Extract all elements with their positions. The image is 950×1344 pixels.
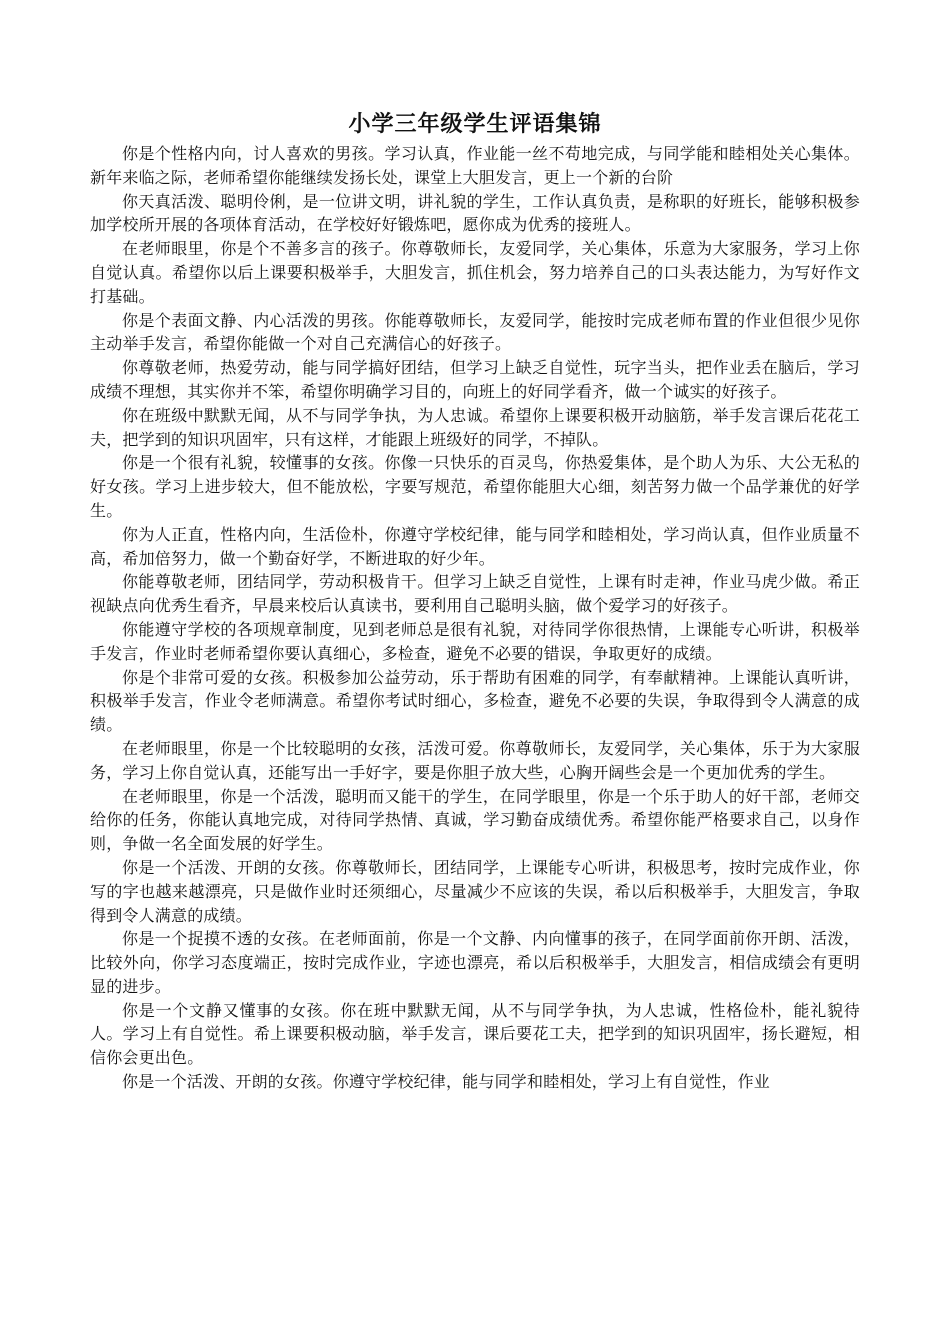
comment-paragraph-15: 你是一个捉摸不透的女孩。在老师面前，你是一个文静、内向懂事的孩子，在同学面前你开朗、活泼，比较外向，你学习态度端正，按时完成作业，字迹也漂亮，希以后积极举手，大胆发言，相信成绩会有更明显的进步。 <box>90 929 860 996</box>
document-title: 小学三年级学生评语集锦 <box>348 111 602 137</box>
comment-paragraph-12: 在老师眼里，你是一个比较聪明的女孩，活泼可爱。你尊敬师长，友爱同学，关心集体，乐于为大家服务，学习上你自觉认真，还能写出一手好字，要是你胆子放大些，心胸开阔些会是一个更加优秀的学生。 <box>90 738 860 782</box>
comment-paragraph-3: 在老师眼里，你是个不善多言的孩子。你尊敬师长，友爱同学，关心集体，乐意为大家服务，学习上你自觉认真。希望你以后上课要积极举手，大胆发言，抓住机会，努力培养自己的口头表达能力，为写好作文打基础。 <box>90 239 860 306</box>
comment-paragraph-9: 你能尊敬老师，团结同学，劳动积极肯干。但学习上缺乏自觉性，上课有时走神，作业马虎少做。希正视缺点向优秀生看齐，早晨来校后认真读书，要利用自己聪明头脑，做个爱学习的好孩子。 <box>90 572 860 616</box>
comment-paragraph-11: 你是个非常可爱的女孩。积极参加公益劳动，乐于帮助有困难的同学，有奉献精神。上课能认真听讲，积极举手发言，作业令老师满意。希望你考试时细心，多检查，避免不必要的失误，争取得到令人满意的成绩。 <box>90 667 860 735</box>
comment-paragraph-14: 你是一个活泼、开朗的女孩。你尊敬师长，团结同学，上课能专心听讲，积极思考，按时完成作业，你写的字也越来越漂亮，只是做作业时还须细心，尽量减少不应该的失误，希以后积极举手，大胆发言，争取得到令人满意的成绩。 <box>90 857 860 925</box>
comment-paragraph-13: 在老师眼里，你是一个活泼，聪明而又能干的学生，在同学眼里，你是一个乐于助人的好干部，老师交给你的任务，你能认真地完成，对待同学热情、真诚，学习勤奋成绩优秀。希望你能严格要求自己，以身作则，争做一名全面发展的好学生。 <box>90 786 860 854</box>
comment-paragraph-6: 你在班级中默默无闻，从不与同学争执，为人忠诚。希望你上课要积极开动脑筋，举手发言课后花花工夫，把学到的知识巩固牢，只有这样，才能跟上班级好的同学，不掉队。 <box>90 405 860 449</box>
comment-paragraph-4: 你是个表面文静、内心活泼的男孩。你能尊敬师长，友爱同学，能按时完成老师布置的作业但很少见你主动举手发言，希望你能做一个对自己充满信心的好孩子。 <box>90 310 860 354</box>
document-page <box>90 108 860 1094</box>
comment-paragraph-2: 你天真活泼、聪明伶俐，是一位讲文明，讲礼貌的学生，工作认真负责，是称职的好班长，能够积极参加学校所开展的各项体育活动，在学校好好锻炼吧，愿你成为优秀的接班人。 <box>90 191 860 235</box>
comment-paragraph-17: 你是一个活泼、开朗的女孩。你遵守学校纪律，能与同学和睦相处，学习上有自觉性，作业 <box>122 1072 771 1092</box>
comment-paragraph-10: 你能遵守学校的各项规章制度，见到老师总是很有礼貌，对待同学你很热情，上课能专心听讲，积极举手发言，作业时老师希望你要认真细心，多检查，避免不必要的错误，争取更好的成绩。 <box>90 619 860 663</box>
comment-paragraph-5: 你尊敬老师，热爱劳动，能与同学搞好团结，但学习上缺乏自觉性，玩字当头，把作业丢在脑后，学习成绩不理想，其实你并不笨，希望你明确学习目的，向班上的好同学看齐，做一个诚实的好孩子。 <box>90 358 860 401</box>
comment-paragraph-16: 你是一个文静又懂事的女孩。你在班中默默无闻，从不与同学争执，为人忠诚，性格俭朴，能礼貌待人。学习上有自觉性。希上课要积极动脑，举手发言，课后要花工夫，把学到的知识巩固牢，扬长避短，相信你会更出色。 <box>90 1000 860 1068</box>
comment-paragraph-7: 你是一个很有礼貌，较懂事的女孩。你像一只快乐的百灵鸟，你热爱集体，是个助人为乐、大公无私的好女孩。学习上进步较大，但不能放松，字要写规范，希望你能胆大心细，刻苦努力做一个品学兼优的好学生。 <box>90 453 860 520</box>
comment-paragraph-8: 你为人正直，性格内向，生活俭朴，你遵守学校纪律，能与同学和睦相处，学习尚认真，但作业质量不高，希加倍努力，做一个勤奋好学，不断进取的好少年。 <box>90 524 860 568</box>
comment-paragraph-1: 你是个性格内向，讨人喜欢的男孩。学习认真，作业能一丝不苟地完成，与同学能和睦相处关心集体。新年来临之际，老师希望你能继续发扬长处，课堂上大胆发言，更上一个新的台阶 <box>90 144 860 187</box>
